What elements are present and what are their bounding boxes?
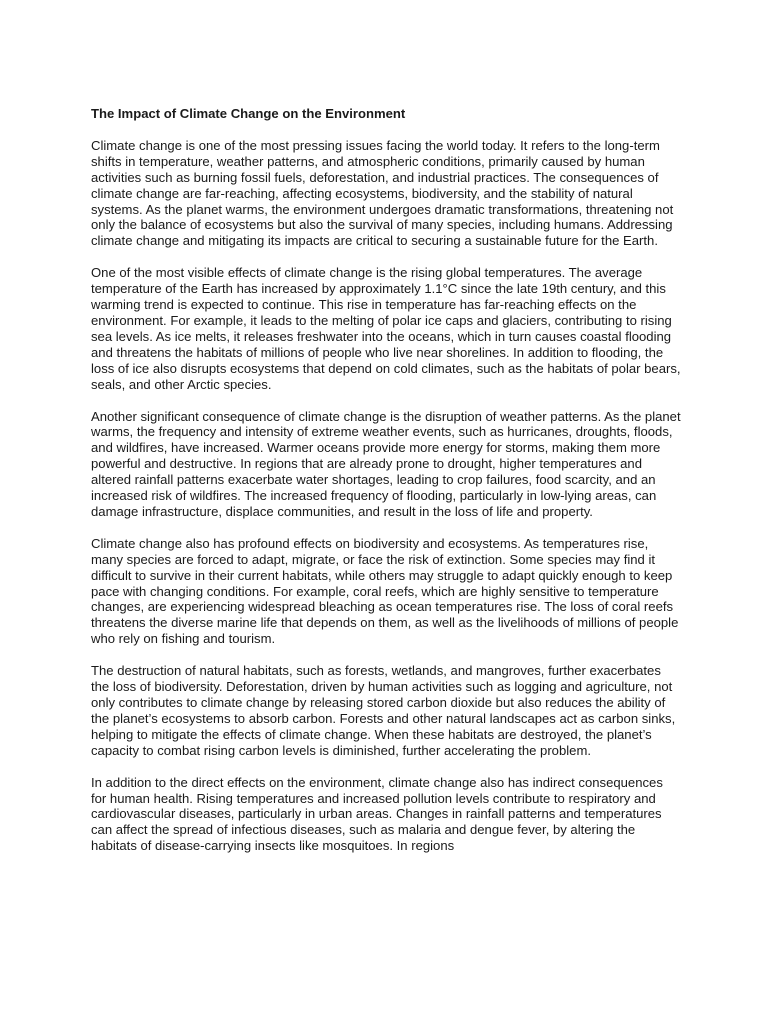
document-body — [91, 106, 681, 870]
paragraph-3: Another significant consequence of climate change is the disruption of weather patterns. As the planet warms, the frequency and intensity of extreme weather events, such as hurricanes, droughts, floods, and wildfires, have increased. Warmer oceans provide more energy for storms, making them more powerful and destructive. In regions that are already prone to drought, higher temperatures and altered rainfall patterns exacerbate water shortages, leading to crop failures, food scarcity, and an increased risk of wildfires. The increased frequency of flooding, particularly in low-lying areas, can damage infrastructure, displace communities, and result in the loss of life and property. — [91, 408, 681, 519]
document-title: The Impact of Climate Change on the Environment — [91, 106, 406, 121]
paragraph-2: One of the most visible effects of climate change is the rising global temperatures. The average temperature of the Earth has increased by approximately 1.1°C since the late 19th century, and this warming trend is expected to continue. This rise in temperature has far-reaching effects on the environment. For example, it leads to the melting of polar ice caps and glaciers, contributing to rising sea levels. As ice melts, it releases freshwater into the oceans, which in turn causes coastal flooding and threatens the habitats of millions of people who live near shorelines. In addition to flooding, the loss of ice also disrupts ecosystems that depend on cold climates, such as the habitats of polar bears, seals, and other Arctic species. — [91, 265, 681, 392]
paragraph-1: Climate change is one of the most pressing issues facing the world today. It refers to the long-term shifts in temperature, weather patterns, and atmospheric conditions, primarily caused by human activities such as burning fossil fuels, deforestation, and industrial practices. The consequences of climate change are far-reaching, affecting ecosystems, biodiversity, and the stability of natural systems. As the planet warms, the environment undergoes dramatic transformations, threatening not only the balance of ecosystems but also the survival of many species, including humans. Addressing climate change and mitigating its impacts are critical to securing a sustainable future for the Earth. — [91, 137, 674, 249]
paragraph-4: Climate change also has profound effects on biodiversity and ecosystems. As temperatures rise, many species are forced to adapt, migrate, or face the risk of extinction. Some species may find it difficult to survive in their current habitats, while others may struggle to adapt quickly enough to keep pace with changing conditions. For example, coral reefs, which are highly sensitive to temperature changes, are experiencing widespread bleaching as ocean temperatures rise. The loss of coral reefs threatens the diverse marine life that depends on them, as well as the livelihoods of millions of people who rely on fishing and tourism. — [91, 535, 679, 647]
paragraph-5: The destruction of natural habitats, such as forests, wetlands, and mangroves, further exacerbates the loss of biodiversity. Deforestation, driven by human activities such as logging and agriculture, not only contributes to climate change by releasing stored carbon dioxide but also reduces the ability of the planet’s ecosystems to absorb carbon. Forests and other natural landscapes act as carbon sinks, helping to mitigate the effects of climate change. When these habitats are destroyed, the planet’s capacity to combat rising carbon levels is diminished, further accelerating the problem. — [91, 663, 676, 758]
paragraph-6: In addition to the direct effects on the environment, climate change also has indirect consequences for human health. Rising temperatures and increased pollution levels contribute to respiratory and cardiovascular diseases, particularly in urban areas. Changes in rainfall patterns and temperatures can affect the spread of infectious diseases, such as malaria and dengue fever, by altering the habitats of disease-carrying insects like mosquitoes. In regions — [91, 774, 663, 854]
